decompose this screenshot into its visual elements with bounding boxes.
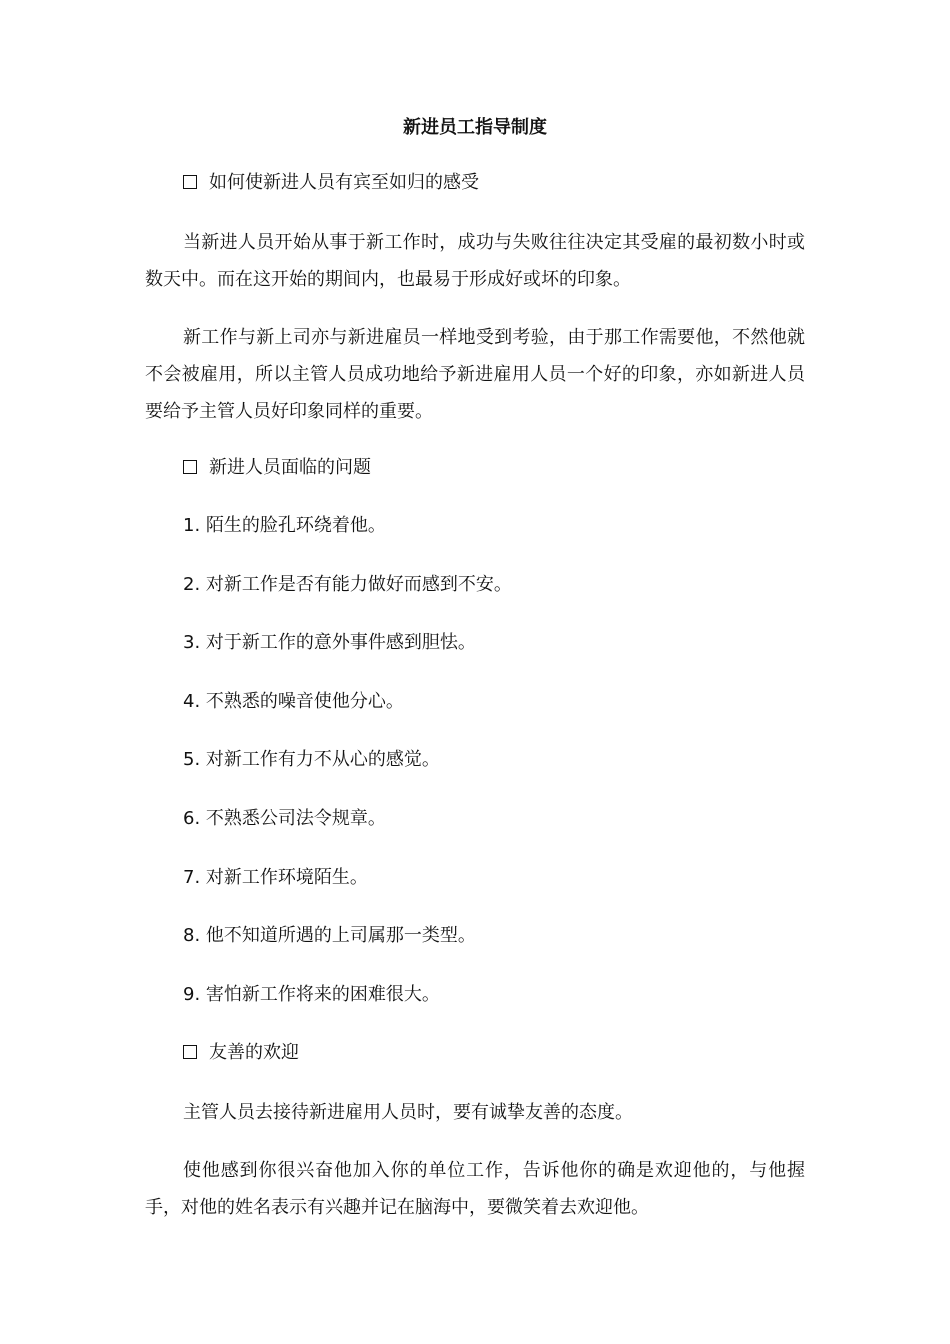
list-item: 2. 对新工作是否有能力做好而感到不安。 <box>183 574 512 595</box>
list-item: 8. 他不知道所遇的上司属那一类型。 <box>183 925 476 946</box>
list-item: 9. 害怕新工作将来的困难很大。 <box>183 984 440 1005</box>
document-title: 新进员工指导制度 <box>403 117 547 138</box>
paragraph-first-impression: 当新进人员开始从事于新工作时，成功与失败往往决定其受雇的最初数小时或数天中。而在这开始的期间内，也最易于形成好或坏的印象。 <box>145 232 805 290</box>
list-item: 5. 对新工作有力不从心的感觉。 <box>183 749 440 770</box>
section-heading-text: 新进人员面临的问题 <box>209 457 371 478</box>
list-item: 1. 陌生的脸孔环绕着他。 <box>183 515 386 536</box>
section-heading-welcome-feeling <box>183 171 479 195</box>
list-item: 4. 不熟悉的噪音使他分心。 <box>183 691 404 712</box>
section-heading-friendly-welcome <box>183 1041 299 1065</box>
checkbox-icon <box>183 460 197 474</box>
paragraph-new-supervisor: 新工作与新上司亦与新进雇员一样地受到考验，由于那工作需要他，不然他就不会被雇用，所以主管人员成功地给予新进雇用人员一个好的印象，亦如新进人员要给予主管人员好印象同样的重要。 <box>145 327 805 422</box>
list-item: 6. 不熟悉公司法令规章。 <box>183 808 386 829</box>
section-heading-problems <box>183 456 371 480</box>
section-heading-text: 友善的欢迎 <box>209 1042 299 1063</box>
list-item: 7. 对新工作环境陌生。 <box>183 867 368 888</box>
paragraph-welcome-handshake: 使他感到你很兴奋他加入你的单位工作，告诉他你的确是欢迎他的，与他握手，对他的姓名表示有兴趣并记在脑海中，要微笑着去欢迎他。 <box>145 1160 805 1218</box>
paragraph-sincere-attitude: 主管人员去接待新进雇用人员时，要有诚挚友善的态度。 <box>183 1102 633 1123</box>
section-heading-text: 如何使新进人员有宾至如归的感受 <box>209 172 479 193</box>
checkbox-icon <box>183 1045 197 1059</box>
list-item: 3. 对于新工作的意外事件感到胆怯。 <box>183 632 476 653</box>
checkbox-icon <box>183 175 197 189</box>
